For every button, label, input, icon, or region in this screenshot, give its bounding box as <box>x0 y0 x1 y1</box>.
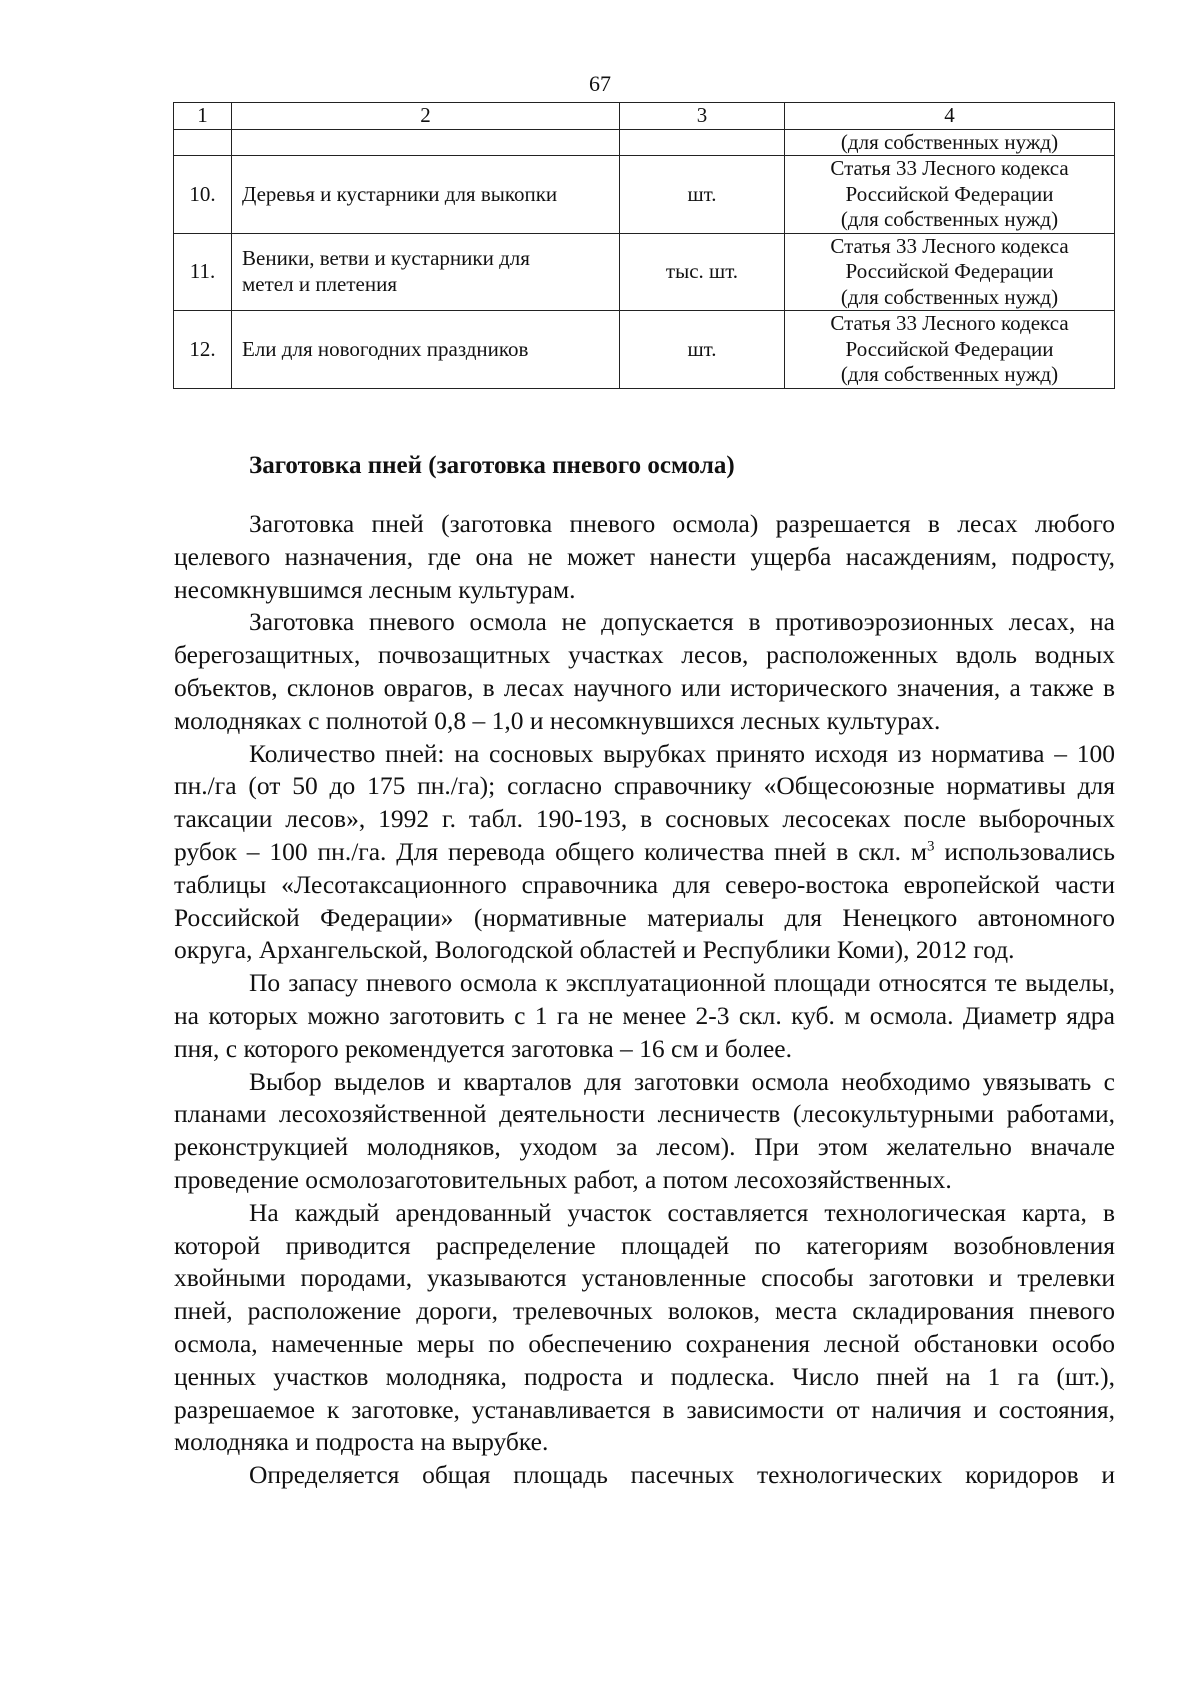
table-header-row <box>174 103 1115 130</box>
table-header-cell: 4 <box>785 103 1115 130</box>
table-header-cell: 1 <box>174 103 232 130</box>
basis-line: Статья 33 Лесного кодекса <box>830 156 1069 180</box>
row-basis-cell <box>785 311 1115 389</box>
paragraph: Определяется общая площадь пасечных технологических коридоров и <box>249 1460 1115 1490</box>
norms-table <box>173 102 1115 389</box>
row-number-cell: 12. <box>174 311 232 389</box>
table-header-cell: 3 <box>620 103 785 130</box>
basis-line: (для собственных нужд) <box>840 284 1059 309</box>
row-basis-cell <box>785 156 1115 234</box>
name-line: метел и плетения <box>242 271 397 296</box>
table-row <box>174 156 1115 234</box>
name-line: Веники, ветви и кустарники для <box>242 246 530 271</box>
paragraph-text: использовались таблицы «Лесотаксационного справочника для северо-востока европейской части Российской Федерации» (нормативные материалы для Ненецкого автономного округа, Архангельской, Вологодской областей и Республики Коми), 2012 год. <box>174 836 1115 965</box>
row-name-cell: Деревья и кустарники для выкопки <box>232 156 620 234</box>
body-text <box>174 508 1115 1492</box>
basis-line: Российской Федерации <box>845 181 1054 206</box>
basis-line: Статья 33 Лесного кодекса <box>830 311 1069 335</box>
paragraph: Выбор выделов и кварталов для заготовки осмола необходимо увязывать с планами лесохозяйственной деятельности лесничеств (лесокультурными работами, реконструкцией молодняков, уходом за лесом). При этом желательно вначале проведение осмолозаготовительных работ, а потом лесохозяйственных. <box>174 1066 1115 1194</box>
basis-line: (для собственных нужд) <box>840 362 1059 386</box>
row-unit-cell: тыс. шт. <box>620 233 785 311</box>
table-row <box>174 233 1115 311</box>
row-unit-cell: шт. <box>620 311 785 389</box>
row-name-cell: Ели для новогодних праздников <box>232 311 620 389</box>
row-unit-cell <box>620 129 785 156</box>
row-basis-cell <box>785 233 1115 311</box>
paragraph: Заготовка пневого осмола не допускается в противоэрозионных лесах, на берегозащитных, почвозащитных участках лесов, расположенных вдоль водных объектов, склонов оврагов, в лесах научного или исторического значения, а также в молодняках с полнотой 0,8 – 1,0 и несомкнувшихся лесных культурах. <box>174 607 1115 735</box>
paragraph: Заготовка пней (заготовка пневого осмола) разрешается в лесах любого целевого назначения, где она не может нанести ущерба насаждениям, подросту, несомкнувшимся лесным культурам. <box>174 509 1115 604</box>
superscript: 3 <box>927 838 935 855</box>
table-row <box>174 311 1115 389</box>
row-name-cell <box>232 233 620 311</box>
row-name-cell <box>232 129 620 156</box>
basis-line: (для собственных нужд) <box>840 207 1059 231</box>
table-row <box>174 129 1115 156</box>
paragraph: На каждый арендованный участок составляется технологическая карта, в которой приводится распределение площадей по категориям возобновления хвойными породами, указываются установленные способы заготовки и трелевки пней, расположение дороги, трелевочных волоков, места складирования пневого осмола, намеченные меры по обеспечению сохранения лесной обстановки особо ценных участков молодняка, подроста и подлеска. Число пней на 1 га (шт.), разрешаемое к заготовке, устанавливается в зависимости от наличия и состояния, молодняка и подроста на вырубке. <box>174 1197 1115 1457</box>
paragraph <box>174 738 1115 968</box>
row-number-cell <box>174 129 232 156</box>
row-unit-cell: шт. <box>620 156 785 234</box>
table-header-cell: 2 <box>232 103 620 130</box>
row-basis-cell: (для собственных нужд) <box>785 129 1115 156</box>
basis-line: Статья 33 Лесного кодекса <box>830 233 1069 258</box>
page-number: 67 <box>589 71 611 96</box>
row-number-cell: 11. <box>174 233 232 311</box>
section-heading: Заготовка пней (заготовка пневого осмола) <box>249 452 735 479</box>
row-number-cell: 10. <box>174 156 232 234</box>
basis-line: Российской Федерации <box>845 336 1054 361</box>
paragraph-text: Количество пней: на сосновых вырубках принято исходя из норматива – 100 пн./га (от 50 до 175 пн./га); согласно справочнику «Общесоюзные нормативы для таксации лесов», 1992 г. табл. 190-193, в сосновых лесосеках после выборочных рубок – 100 пн./га. Для перевода общего количества пней в скл. м <box>174 738 1115 866</box>
basis-line: Российской Федерации <box>845 259 1054 283</box>
paragraph: По запасу пневого осмола к эксплуатационной площади относятся те выделы, на которых можно заготовить с 1 га не менее 2-3 скл. куб. м осмола. Диаметр ядра пня, с которого рекомендуется заготовка – 16 см и более. <box>174 968 1115 1063</box>
